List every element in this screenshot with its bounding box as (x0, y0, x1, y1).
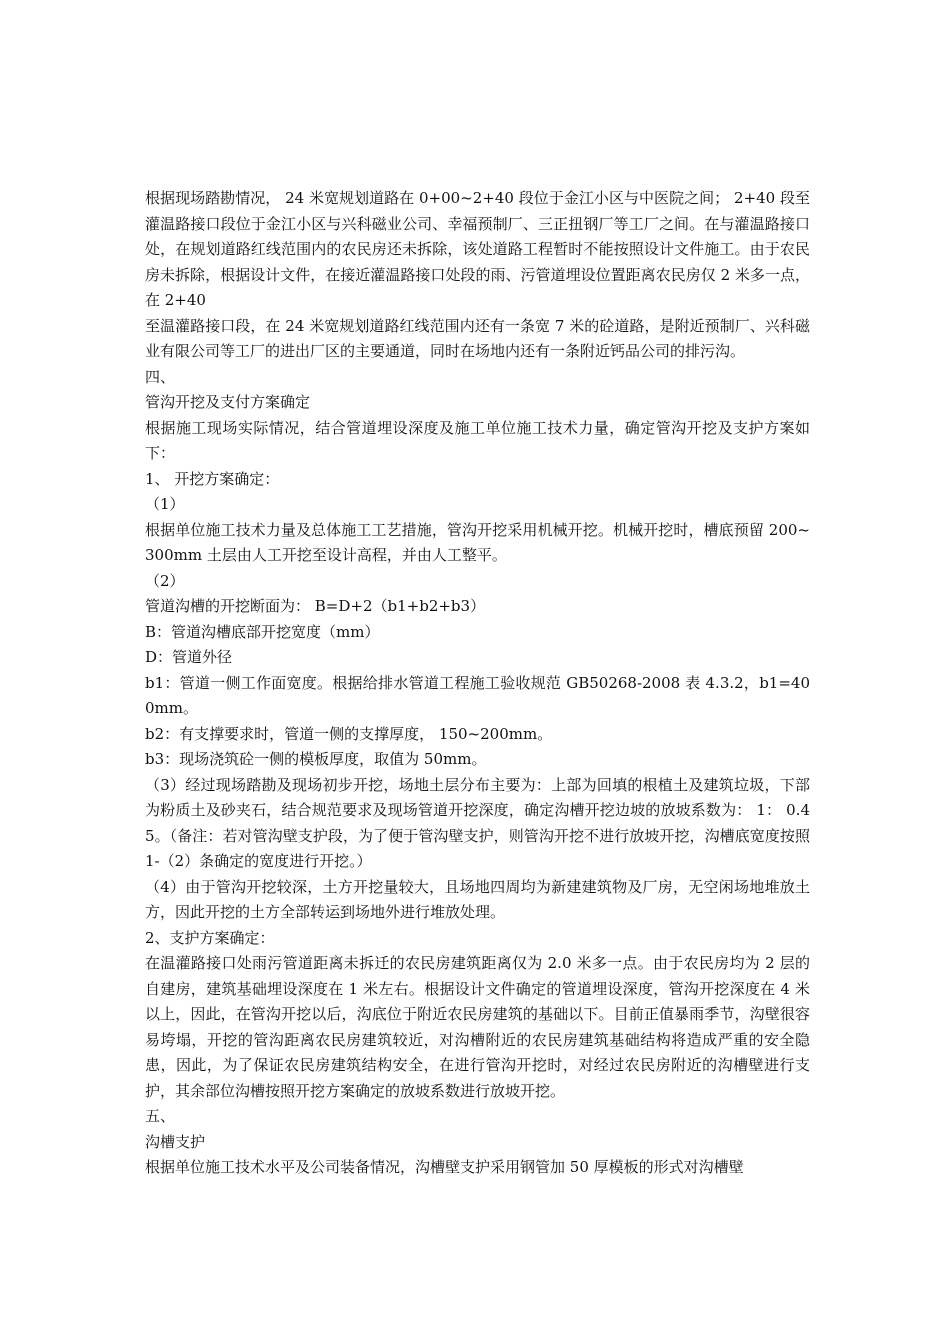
paragraph-plan-intro: 根据施工现场实际情况，结合管道埋设深度及施工单位施工技术力量，确定管沟开挖及支护方案如下： (145, 418, 810, 462)
definition-b1: b1：管道一侧工作面宽度。根据给排水管道工程施工验收规范 GB50268-2008 表 4.3.2，b1=400mm。 (145, 673, 810, 717)
item-number-1: （1） (145, 495, 185, 513)
paragraph-road-section: 至温灌路接口段，在 24 米宽规划道路红线范围内还有一条宽 7 米的砼道路，是附近预制厂、兴科磁业有限公司等工厂的进出厂区的主要通道，同时在场地内还有一条附近钙品公司的排污沟。 (145, 316, 810, 360)
paragraph-site-survey: 根据现场踏勘情况， 24 米宽规划道路在 0+00~2+40 段位于金江小区与中医院之间； 2+40 段至灌温路接口段位于金江小区与兴科磁业公司、幸福预制厂、三正扭钢厂等工厂之间。在与灌温路接口处，在规划道路红线范围内的农民房还未拆除，该处道路工程暂时不能按照设计文件施工。由于农民房未拆除，根据设计文件，在接近灌温路接口处段的雨、污管道埋设位置距离农民房仅 2 米多一点，在 2+40 (145, 189, 810, 309)
subheading-support-plan: 2、支护方案确定： (145, 928, 275, 947)
section-heading-excavation-plan: 管沟开挖及支付方案确定 (145, 393, 311, 411)
paragraph-slope-coefficient: （3）经过现场踏勘及现场初步开挖，场地土层分布主要为：上部为回填的根植土及建筑垃圾，下部为粉质土及砂夹石，结合规范要求及现场管道开挖深度，确定沟槽开挖边坡的放坡系数为： 1： 0.45。（备注：若对管沟壁支护段，为了便于管沟壁支护，则管沟开挖不进行放坡开挖，沟槽底宽度按照 1-（2）条确定的宽度进行开挖。） (145, 775, 810, 870)
definition-d: D：管道外径 (145, 648, 233, 666)
section-heading-trench-support: 沟槽支护 (145, 1132, 206, 1151)
paragraph-support-method: 根据单位施工技术水平及公司装备情况，沟槽壁支护采用钢管加 50 厚模板的形式对沟槽壁 (145, 1158, 744, 1176)
section-number-four: 四、 (145, 367, 176, 386)
section-number-five: 五、 (145, 1107, 176, 1125)
definition-b: B：管道沟槽底部开挖宽度（mm） (145, 622, 380, 641)
item-number-2: （2） (145, 571, 185, 590)
subheading-excavation-plan: 1、 开挖方案确定： (145, 469, 280, 488)
paragraph-mechanical-excavation: 根据单位施工技术力量及总体施工工艺措施，管沟开挖采用机械开挖。机械开挖时，槽底预留 200~300mm 土层由人工开挖至设计高程，并由人工整平。 (145, 520, 810, 564)
definition-b3: b3：现场浇筑砼一侧的模板厚度，取值为 50mm。 (145, 750, 487, 768)
formula-trench-section: 管道沟槽的开挖断面为： B=D+2（b1+b2+b3） (145, 597, 486, 615)
document-body (145, 186, 810, 1181)
paragraph-soil-disposal: （4）由于管沟开挖较深，土方开挖量较大，且场地四周均为新建建筑物及厂房，无空闲场地堆放土方，因此开挖的土方全部转运到场地外进行堆放处理。 (145, 877, 810, 921)
definition-b2: b2：有支撑要求时，管道一侧的支撑厚度， 150~200mm。 (145, 724, 553, 743)
paragraph-support-reasoning: 在温灌路接口处雨污管道距离未拆迁的农民房建筑距离仅为 2.0 米多一点。由于农民房均为 2 层的自建房，建筑基础埋设深度在 1 米左右。根据设计文件确定的管道埋设深度，管沟开挖深度在 4 米以上，因此，在管沟开挖以后，沟底位于附近农民房建筑的基础以下。目前正值暴雨季节，沟壁很容易垮塌，开挖的管沟距离农民房建筑较近，对沟槽附近的农民房建筑基础结构将造成严重的安全隐患，因此，为了保证农民房建筑结构安全，在进行管沟开挖时，对经过农民房附近的沟槽壁进行支护，其余部位沟槽按照开挖方案确定的放坡系数进行放坡开挖。 (145, 954, 810, 1100)
